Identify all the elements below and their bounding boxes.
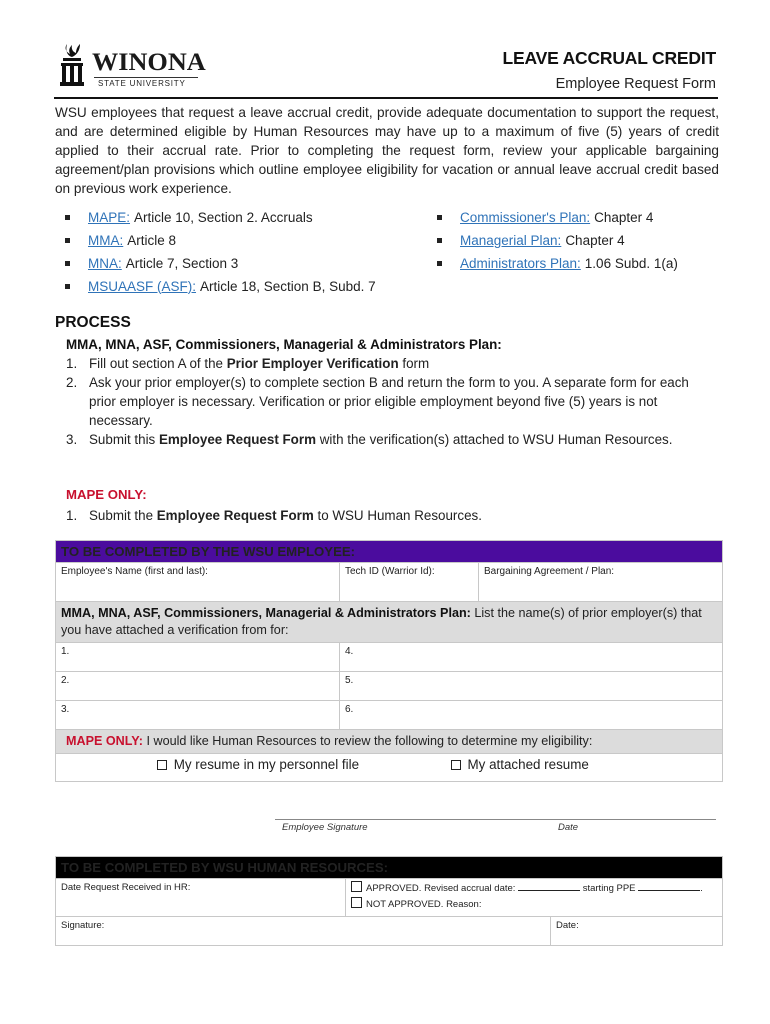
hr-decision-row (56, 879, 723, 917)
employee-signature-line[interactable] (275, 819, 716, 820)
prior-employers-text: List the name(s) of prior employer(s) that you have attached a verification from for: (61, 606, 702, 637)
step-text-bold: Prior Employer Verification (226, 356, 399, 371)
step-text-bold: Employee Request Form (158, 432, 316, 447)
option-personnel-file-label: My resume in my personnel file (173, 757, 360, 772)
checkbox-icon[interactable] (351, 881, 362, 892)
reference-text: Article 18, Section B, Subd. 7 (200, 278, 376, 294)
wsu-logo (58, 42, 208, 90)
bargaining-agreement-field[interactable] (479, 563, 723, 602)
step-number: 1. (66, 508, 78, 523)
hr-section-header (56, 857, 723, 879)
step-text-pre: Submit the (89, 508, 157, 523)
title-divider (54, 97, 718, 99)
reference-link-managerial-plan[interactable]: Managerial Plan: (460, 232, 562, 248)
prior-employer-number: 4. (345, 646, 354, 657)
hr-date-field[interactable] (551, 917, 723, 946)
hr-signature-row (56, 917, 723, 946)
reference-item (65, 206, 376, 229)
step-text (89, 373, 716, 430)
checkbox-icon[interactable] (451, 760, 461, 770)
process-heading: PROCESS (55, 314, 131, 331)
mape-review-instruction (56, 730, 723, 754)
step-text-pre: Fill out section A of the (89, 356, 227, 371)
date-received-field[interactable] (56, 879, 346, 917)
reference-item (65, 229, 376, 252)
references-left-column (65, 206, 376, 298)
option-attached-resume[interactable] (451, 757, 589, 772)
process-steps (66, 354, 716, 449)
prior-employers-instruction-row (56, 602, 723, 643)
reference-link-mna[interactable]: MNA: (88, 255, 122, 271)
hr-date-label: Date: (556, 920, 579, 931)
step-text-pre: Submit this (89, 432, 159, 447)
prior-employer-number: 3. (61, 704, 70, 715)
bullet-icon (65, 261, 70, 266)
employee-section-header (56, 541, 723, 563)
step-text (89, 506, 482, 525)
step-number: 3. (66, 432, 78, 447)
hr-section-title: TO BE COMPLETED BY WSU HUMAN RESOURCES: (56, 857, 723, 879)
employee-name-field[interactable] (56, 563, 340, 602)
step-text-pre: Ask your prior employer(s) to complete section B and return the form to you. A separate form for each prior employer is necessary. Verification or prior eligible employment beyond five (5) years is not necessary. (89, 375, 689, 428)
option-personnel-file[interactable] (157, 757, 359, 772)
starting-ppe-label: starting PPE (582, 883, 636, 894)
mape-options-row (56, 754, 723, 782)
prior-employer-row (56, 701, 723, 730)
employee-signature-label: Employee Signature (282, 822, 368, 833)
step-text (89, 354, 716, 373)
employee-name-label: Employee's Name (first and last): (61, 566, 208, 577)
option-attached-resume-label: My attached resume (467, 757, 589, 772)
hr-section-table (55, 856, 723, 946)
not-approved-option[interactable] (351, 897, 717, 913)
prior-employer-field-4[interactable] (340, 643, 723, 672)
tech-id-field[interactable] (340, 563, 479, 602)
bullet-icon (65, 238, 70, 243)
bullet-icon (437, 215, 442, 220)
step-number: 1. (66, 356, 78, 371)
logo-wordmark: WINONA (92, 49, 206, 76)
hr-signature-label: Signature: (61, 920, 105, 931)
bargaining-agreement-label: Bargaining Agreement / Plan: (484, 566, 615, 577)
mape-only-label: MAPE ONLY: (66, 734, 143, 748)
bullet-icon (437, 238, 442, 243)
step-text (89, 430, 716, 449)
step-text-post: with the verification(s) attached to WSU Human Resources. (315, 432, 673, 447)
reference-link-administrators-plan[interactable]: Administrators Plan: (460, 255, 581, 271)
page-subtitle: Employee Request Form (555, 76, 716, 92)
hr-signature-field[interactable] (56, 917, 551, 946)
prior-employer-number: 1. (61, 646, 70, 657)
employee-info-row (56, 563, 723, 602)
approved-option[interactable]: APPROVED. Revised accrual date: starting PPE . (351, 881, 717, 897)
reference-text: Article 7, Section 3 (125, 255, 239, 271)
employee-section-title: TO BE COMPLETED BY THE WSU EMPLOYEE: (56, 541, 723, 563)
prior-employer-row (56, 672, 723, 701)
not-approved-label: NOT APPROVED. Reason: (366, 899, 482, 910)
mape-review-instruction-row (56, 730, 723, 754)
hr-decision-field (346, 879, 723, 917)
reference-item (437, 252, 678, 275)
prior-employers-instruction (56, 602, 723, 643)
mape-only-heading: MAPE ONLY: (66, 487, 147, 502)
revised-accrual-date-blank[interactable] (518, 882, 580, 891)
intro-paragraph: WSU employees that request a leave accrual credit, provide adequate documentation to support the request, and are determined eligible by Human Resources may have up to a maximum of five (5) years of credit applied to their accrual rate. Prior to completing the request form, review your applicable bargaining agreement/plan provisions which outline employee eligibility for vacation or annual leave accrual credit based on previous work experience. (55, 105, 719, 196)
reference-text: Chapter 4 (565, 232, 625, 248)
references-right-column (437, 206, 678, 275)
prior-employer-field-5[interactable] (340, 672, 723, 701)
prior-employer-number: 6. (345, 704, 354, 715)
logo-rule (94, 77, 198, 78)
mape-step (66, 506, 482, 525)
tech-id-label: Tech ID (Warrior Id): (345, 566, 435, 577)
approved-label: APPROVED. Revised accrual date: (366, 883, 516, 894)
title-block (503, 48, 716, 92)
step-number: 2. (66, 375, 78, 390)
prior-employer-number: 5. (345, 675, 354, 686)
process-step (66, 354, 716, 373)
mape-review-text: I would like Human Resources to review the following to determine my eligibility: (142, 734, 593, 748)
date-received-label: Date Request Received in HR: (61, 882, 191, 893)
reference-link-msuaasf[interactable]: MSUAASF (ASF): (88, 278, 197, 294)
process-step (66, 373, 716, 430)
torch-icon (58, 42, 86, 88)
prior-employer-field-3[interactable] (56, 701, 340, 730)
reference-link-mape[interactable]: MAPE: (88, 209, 131, 225)
process-subheading: MMA, MNA, ASF, Commissioners, Managerial & Administrators Plan: (66, 337, 502, 352)
reference-link-mma[interactable]: MMA: (88, 232, 124, 248)
logo-subtitle: STATE UNIVERSITY (98, 79, 186, 88)
bullet-icon (65, 215, 70, 220)
prior-employer-field-2[interactable] (56, 672, 340, 701)
step-text-post: to WSU Human Resources. (313, 508, 482, 523)
prior-employer-row (56, 643, 723, 672)
reference-item (65, 252, 376, 275)
prior-employer-number: 2. (61, 675, 70, 686)
bullet-icon (437, 261, 442, 266)
process-step (66, 430, 716, 449)
mape-options (56, 754, 723, 782)
step-text-bold: Employee Request Form (156, 508, 314, 523)
step-text-post: form (398, 356, 430, 371)
employee-section-table (55, 540, 723, 782)
reference-item (437, 229, 678, 252)
reference-item (437, 206, 678, 229)
prior-employer-field-1[interactable] (56, 643, 340, 672)
bullet-icon (65, 284, 70, 289)
page-title: LEAVE ACCRUAL CREDIT (502, 48, 716, 68)
prior-employers-plans: MMA, MNA, ASF, Commissioners, Managerial & Administrators Plan: (61, 606, 471, 620)
checkbox-icon[interactable] (157, 760, 167, 770)
reference-text: Article 10, Section 2. Accruals (134, 209, 313, 225)
employee-date-label: Date (558, 822, 579, 833)
prior-employer-field-6[interactable] (340, 701, 723, 730)
reference-text: 1.06 Subd. 1(a) (584, 255, 678, 271)
reference-item (65, 275, 376, 298)
reference-text: Chapter 4 (594, 209, 654, 225)
reference-link-commissioners-plan[interactable]: Commissioner's Plan: (460, 209, 591, 225)
checkbox-icon[interactable] (351, 897, 362, 908)
starting-ppe-blank[interactable] (638, 882, 700, 891)
reference-text: Article 8 (127, 232, 177, 248)
